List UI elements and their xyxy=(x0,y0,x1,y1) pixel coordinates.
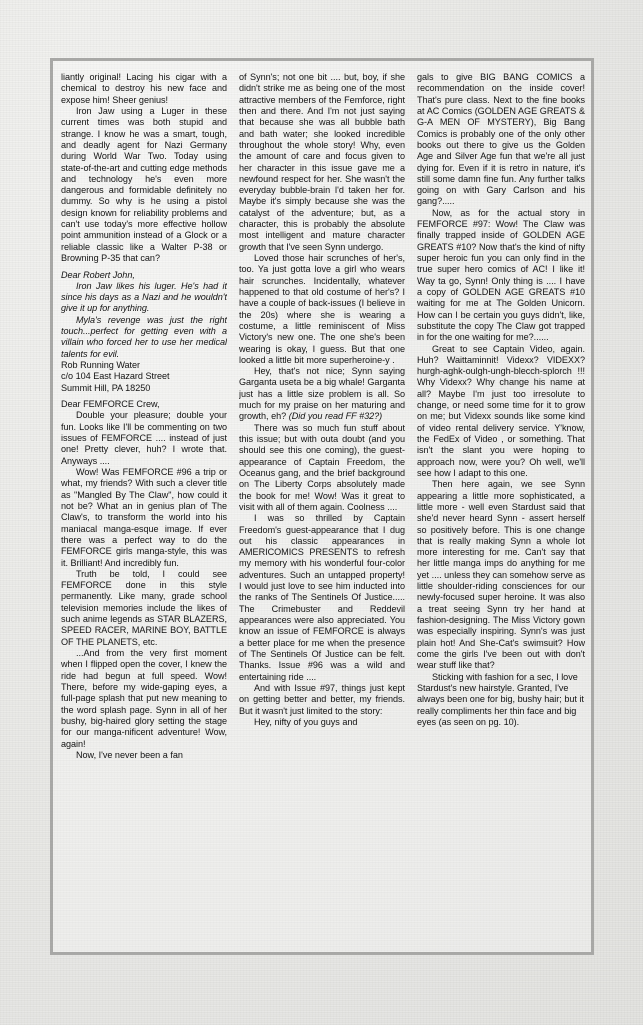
paragraph: ...And from the very first moment when I flipped open the cover, I knew the ride had begun at full speed. Wow! There, before my wide-gaping eyes, a full-page splash that put new meaning to the word splash page. Synn in all of her bushy, big-haired glory setting the stage for our manga-nificent adventure! Wow, again! xyxy=(61,648,227,749)
editor-reply-salutation: Dear Robert John, xyxy=(61,269,135,280)
paragraph: gals to give BIG BANG COMICS a recommendation on the inside cover! That's pure class. Next to the fine books at AC Comics (GOLDEN AGE GREATS & G-A MEN OF MYSTERY), Big Bang Comics is probably one of the only other books out there to give us the Golden Age and Silver Age fun that we're all just dying for. Even if it is retro in nature, it's still some damn fine fun. Any further talks going on with Gary Carlson and his gang?..... xyxy=(417,72,585,207)
paragraph: There was so much fun stuff about this issue; but with outa doubt (and you should see this one coming), the guest-appearance of Captain Freedom, the Oceanus gang, and the brief background on The Liberty Corps absolutely made the book for me! Wow! Was it great to visit with all of them again. Coolness .... xyxy=(239,422,405,512)
editor-reply-paragraph: Iron Jaw likes his luger. He's had it since his days as a Nazi and he wouldn't give it up for anything. xyxy=(61,280,227,314)
paragraph: Sticking with fashion for a sec, I love Stardust's new hairstyle. Granted, I've always been one for big, bushy hair; but it really compliments her thin face and big eyes (as seen on pg. 10). xyxy=(417,671,584,727)
paragraph-with-editor-note xyxy=(239,366,405,423)
letter-salutation: Dear FEMFORCE Crew, xyxy=(61,399,160,410)
paragraph: liantly original! Lacing his cigar with a chemical to destroy his new face and expose him! Sheer genius! xyxy=(61,72,227,105)
text-column-3 xyxy=(417,72,585,944)
paragraph: And with Issue #97, things just kept on getting better and better, my friends. But it wasn't just limited to the story: xyxy=(239,682,405,716)
paragraph: I was so thrilled by Captain Freedom's guest-appearance that I dug out his classic appearances in AMERICOMICS PRESENTS to refresh my memory with his wonderful four-color adventures. Such an untapped property! I would just love to see him inducted into the ranks of The Sentinels Of Justice..... The Crimebuster and Reddevil appearances were also appreciated. You know an issue of FEMFORCE is always a better place for me when the presence of The Sentinels Of Justice can be felt. Thanks. Issue #96 was a wild and entertaining ride .... xyxy=(239,513,405,682)
letter-signature-block xyxy=(61,360,227,394)
paragraph: Iron Jaw using a Luger in these current times was both stupid and strange. I know he was a smart, tough, and deadly agent for Nazi Germany during World War Two. Today using state-of-the-art and cutting edge methods and technology he's even more dangerous and formidable definitely no dummy. So why is he using a pistol design known for reliability problems and can't use today's more effective hollow point ammunition instead of a Glock or a reliable classic like a Walter P-38 or Browning P-35 that can? xyxy=(61,105,227,263)
editor-reply-paragraph: Myla's revenge was just the right touch...perfect for getting even with a villain who forced her to use her medical talents for evil. xyxy=(61,314,227,359)
paragraph: Great to see Captain Video, again. Huh? Waittaminnit! Videxx? VIDEXX? hurgh-aghk-oulgh-ungh-blecch-splorch !!! Why Videxx? Why change his name at all? Maybe I'm just too irresolute to change, or need some time for it to grow on me; but Videxx sounds like some kind of video rental delivery service. Y'know, the FedEx of Video , or something. That isn't the slant you were hoping to approach now, were you? Oh well, we'll see how I adapt to this one. xyxy=(417,343,585,478)
signature-city-state-zip: Summit Hill, PA 18250 xyxy=(61,382,151,393)
signature-name: Rob Running Water xyxy=(61,360,141,370)
text-column-2 xyxy=(239,72,405,944)
paragraph: Truth be told, I could see FEMFORCE done in this style permanently. Like many, grade school television memories include the likes of such anime legends as STAR BLAZERS, SPEED RACER, MARINE BOY, BATTLE OF THE PLANETS, etc. xyxy=(61,568,227,647)
paragraph: Loved those hair scrunches of her's, too. Ya just gotta love a girl who wears hair scrunches. Incidentally, whatever happened to that old costume of her's? I have a couple of back-issues (I believe in the 20s) where she is wearing a costume, a little reminiscent of Miss Victory's new one. The one she's been wearing is okay, I guess. But that one looked a little bit more superheroine-y . xyxy=(239,253,405,365)
paragraph-text: Hey, that's not nice; Synn saying Garganta useta be a big whale! Garganta just has a little size problem is all. So much for my praise on her maturing and growth, eh? xyxy=(239,366,405,422)
editor-note-inline: (Did you read FF #32?) xyxy=(288,411,383,422)
text-column-1 xyxy=(61,72,227,944)
paragraph: Double your pleasure; double your fun. Looks like I'll be commenting on two issues of FEMFORCE .... instead of just one! Pretty clever, huh? I wrote that. Anyways .... xyxy=(61,410,227,466)
paragraph: Now, I've never been a fan xyxy=(76,749,183,760)
paragraph: Then here again, we see Synn appearing a little more sophisticated, a little more - well even Stardust said that she'd never heard Synn - assert herself so positively before. This is one change that is really making Synn a whole lot more interesting for me. Can't say that her little manga imps do anything for me yet .... unless they can somehow serve as little shoulder-riding consciences for our newly-focused super heroine. It was also a treat seeing Synn try her hand at fashion-designing. The Miss Victory gown was especially inspiring. Synn's was just plain hot! And She-Cat's swimsuit? How come the girls I've been out with don't wear stuff like that? xyxy=(417,479,585,671)
paragraph: Hey, nifty of you guys and xyxy=(254,716,358,727)
paragraph: Wow! Was FEMFORCE #96 a trip or what, my friends? With such a clever title as "Mangled By The Claw", how could it not be? What an in genius plan of The Claw's, to transform the world into his maniacal manga-esque image. If ever there was a perfect way to do the FEMFORCE girls manga-style, this was it. Brilliant! And incredibly fun. xyxy=(61,467,227,568)
letters-page-columns xyxy=(61,72,585,944)
paragraph: of Synn's; not one bit .... but, boy, if she didn't strike me as being one of the most attractive members of the Femforce, right then and there. And I'm not just saying that because she was all bubble bath and bath water; she looked incredible throughout the whole story! Why, even the amount of care and focus given to her character in this issue gave me a newfound respect for her. She wasn't the everyday bubble-brain I'd taken her for. Maybe it's simply because she was the catalyst of the adventure; but, as a character, this is probably the absolute most intelligent and mature character growth that I've seen Synn undergo. xyxy=(239,72,405,252)
signature-address-line: c/o 104 East Hazard Street xyxy=(61,371,170,382)
paragraph: Now, as for the actual story in FEMFORCE #97: Wow! The Claw was finally trapped inside of GOLDEN AGE GREATS #10? Now that's the kind of nifty super heroic fun you can only find in the true super hero comics of AC! I like it! Way ta go, Synn! Only thing is .... I have a copy of GOLDEN AGE GREATS #10 waiting for me at The Golden Unicorn. How can I be certain you guys didn't, like, substitute the copy The Claw got trapped in for the one waiting for me?...... xyxy=(417,207,585,343)
